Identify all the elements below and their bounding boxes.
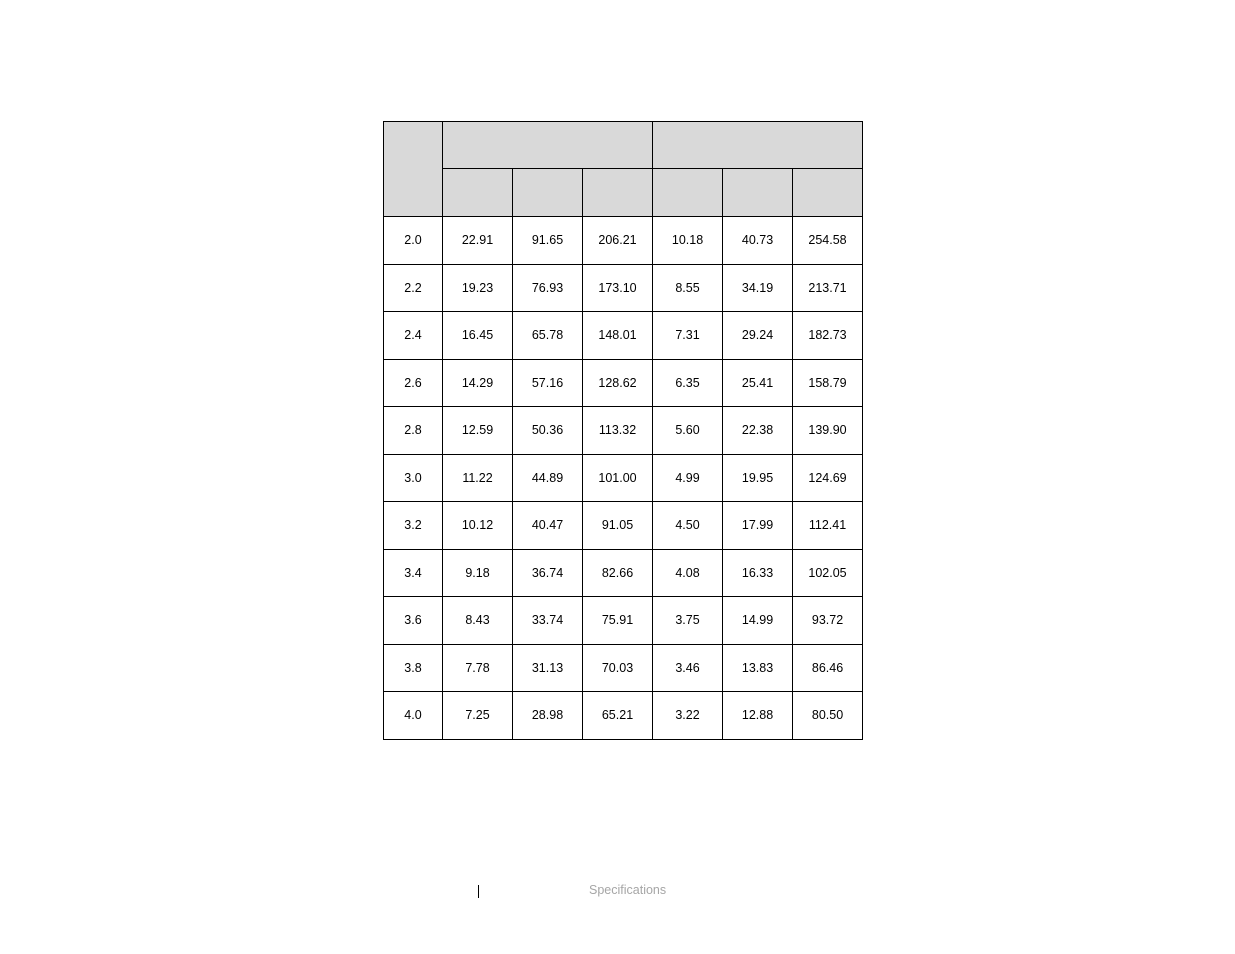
table-cell: 3.22 — [653, 692, 723, 740]
sub-header — [723, 169, 793, 217]
table-cell: 16.33 — [723, 549, 793, 597]
table-row — [384, 359, 863, 407]
table-cell: 4.08 — [653, 549, 723, 597]
table-cell: 13.83 — [723, 644, 793, 692]
table-cell: 40.73 — [723, 217, 793, 265]
table-cell: 8.43 — [443, 597, 513, 645]
table-cell: 80.50 — [793, 692, 863, 740]
table-cell: 173.10 — [583, 264, 653, 312]
table-cell: 57.16 — [513, 359, 583, 407]
specifications-table — [383, 121, 863, 740]
table-cell: 82.66 — [583, 549, 653, 597]
row-key-cell: 3.8 — [384, 644, 443, 692]
table-cell: 65.21 — [583, 692, 653, 740]
table-cell: 5.60 — [653, 407, 723, 455]
table-row — [384, 644, 863, 692]
table-cell: 3.46 — [653, 644, 723, 692]
table-cell: 91.65 — [513, 217, 583, 265]
table-row — [384, 264, 863, 312]
table-body — [384, 217, 863, 740]
table-cell: 75.91 — [583, 597, 653, 645]
row-key-cell: 4.0 — [384, 692, 443, 740]
table-row — [384, 217, 863, 265]
table-cell: 11.22 — [443, 454, 513, 502]
row-key-cell: 2.0 — [384, 217, 443, 265]
table-cell: 29.24 — [723, 312, 793, 360]
table-cell: 4.99 — [653, 454, 723, 502]
table-cell: 113.32 — [583, 407, 653, 455]
table-row — [384, 502, 863, 550]
table-cell: 70.03 — [583, 644, 653, 692]
table-cell: 65.78 — [513, 312, 583, 360]
table-row — [384, 692, 863, 740]
sub-header — [583, 169, 653, 217]
table-cell: 128.62 — [583, 359, 653, 407]
table-cell: 112.41 — [793, 502, 863, 550]
table-row — [384, 549, 863, 597]
table-cell: 10.18 — [653, 217, 723, 265]
row-key-cell: 3.0 — [384, 454, 443, 502]
table-cell: 25.41 — [723, 359, 793, 407]
table-cell: 6.35 — [653, 359, 723, 407]
sub-header — [653, 169, 723, 217]
table-cell: 8.55 — [653, 264, 723, 312]
row-key-cell: 2.6 — [384, 359, 443, 407]
table-cell: 22.38 — [723, 407, 793, 455]
table-cell: 124.69 — [793, 454, 863, 502]
table-cell: 4.50 — [653, 502, 723, 550]
table-cell: 9.18 — [443, 549, 513, 597]
table-row — [384, 454, 863, 502]
row-key-cell: 3.4 — [384, 549, 443, 597]
table-cell: 50.36 — [513, 407, 583, 455]
table-cell: 10.12 — [443, 502, 513, 550]
row-key-cell: 2.2 — [384, 264, 443, 312]
table-cell: 22.91 — [443, 217, 513, 265]
table-cell: 7.78 — [443, 644, 513, 692]
table-cell: 254.58 — [793, 217, 863, 265]
corner-header-cell — [384, 122, 443, 217]
table-cell: 91.05 — [583, 502, 653, 550]
sub-header — [443, 169, 513, 217]
table-cell: 14.29 — [443, 359, 513, 407]
table-row — [384, 407, 863, 455]
table-cell: 158.79 — [793, 359, 863, 407]
table-cell: 93.72 — [793, 597, 863, 645]
table-cell: 17.99 — [723, 502, 793, 550]
table-cell: 16.45 — [443, 312, 513, 360]
row-key-cell: 2.4 — [384, 312, 443, 360]
table-cell: 148.01 — [583, 312, 653, 360]
text-cursor — [478, 885, 479, 898]
table-cell: 86.46 — [793, 644, 863, 692]
table-cell: 28.98 — [513, 692, 583, 740]
table-cell: 12.88 — [723, 692, 793, 740]
table-cell: 36.74 — [513, 549, 583, 597]
row-key-cell: 3.6 — [384, 597, 443, 645]
group-header-2 — [653, 122, 863, 169]
row-key-cell: 2.8 — [384, 407, 443, 455]
table-cell: 3.75 — [653, 597, 723, 645]
row-key-cell: 3.2 — [384, 502, 443, 550]
table-row — [384, 597, 863, 645]
table-cell: 206.21 — [583, 217, 653, 265]
table-cell: 102.05 — [793, 549, 863, 597]
table-cell: 34.19 — [723, 264, 793, 312]
table-cell: 76.93 — [513, 264, 583, 312]
table-cell: 7.31 — [653, 312, 723, 360]
table-cell: 31.13 — [513, 644, 583, 692]
sub-header — [793, 169, 863, 217]
table-cell: 44.89 — [513, 454, 583, 502]
table-cell: 33.74 — [513, 597, 583, 645]
table-cell: 19.23 — [443, 264, 513, 312]
table-cell: 14.99 — [723, 597, 793, 645]
table-cell: 40.47 — [513, 502, 583, 550]
table-cell: 213.71 — [793, 264, 863, 312]
table-cell: 139.90 — [793, 407, 863, 455]
footer-label: Specifications — [589, 883, 667, 897]
table-row — [384, 312, 863, 360]
table-cell: 101.00 — [583, 454, 653, 502]
sub-header — [513, 169, 583, 217]
table-cell: 7.25 — [443, 692, 513, 740]
group-header-1 — [443, 122, 653, 169]
table-cell: 12.59 — [443, 407, 513, 455]
table-cell: 19.95 — [723, 454, 793, 502]
table-cell: 182.73 — [793, 312, 863, 360]
